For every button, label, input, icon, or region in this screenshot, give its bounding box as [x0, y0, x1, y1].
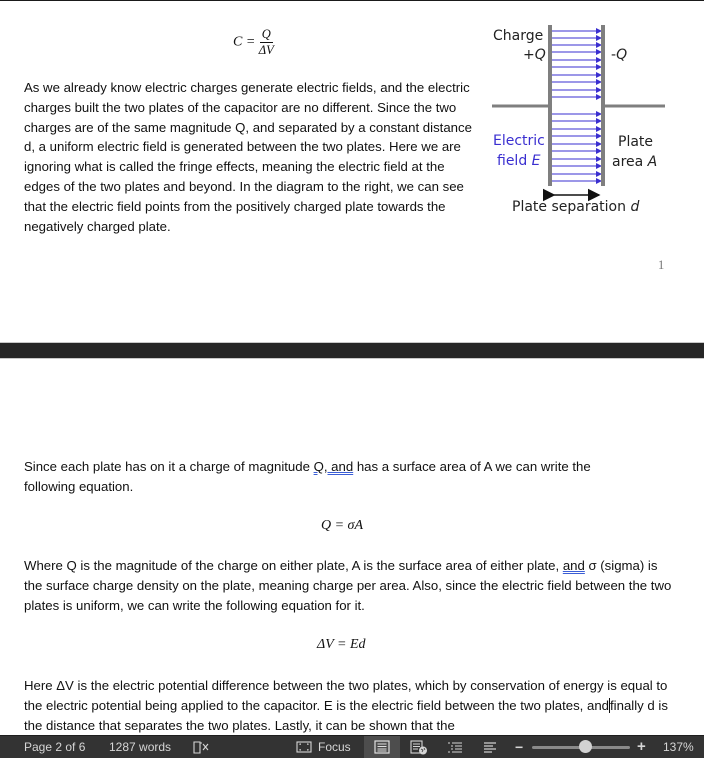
zoom-slider-thumb[interactable] [579, 740, 592, 753]
sigma-paragraph[interactable]: Where Q is the magnitude of the charge on either plate, A is the surface area of either plate, and σ (sigma) is the surface charge density on the plate, meaning charge per area. Also, since the electric field between the two plates is uniform, we can write the following equation for it. [24, 558, 672, 613]
surface-charge-paragraph[interactable]: Since each plate has on it a charge of magnitude Q, and has a surface area of A we can write the following equation. [24, 459, 591, 494]
page-break-gap [0, 342, 704, 359]
draft-icon [483, 741, 497, 753]
focus-button[interactable] [296, 736, 358, 758]
potential-paragraph[interactable]: Here ΔV is the electric potential difference between the two plates, which by conservation of energy is equal to the electric potential being applied to the capacitor. E is the electric field between the two plates, andfinally d is the distance that separates the two plates. Lastly, it can be shown that the [24, 678, 668, 733]
document-page-1[interactable] [0, 1, 704, 342]
electric-field-label-line1: Electric [493, 133, 545, 149]
capacitance-equation [233, 28, 274, 57]
page-indicator[interactable]: Page 2 of 6 [24, 740, 86, 754]
status-bar [0, 735, 704, 758]
focus-label: Focus [318, 740, 351, 754]
proofing-button[interactable] [190, 736, 212, 758]
outline-icon [447, 741, 463, 753]
capacitor-diagram [488, 23, 668, 223]
grammar-flag[interactable]: and [562, 558, 585, 573]
web-layout-view-button[interactable] [402, 736, 436, 758]
zoom-out-button[interactable]: − [515, 739, 524, 755]
charge-label: Charge [493, 28, 544, 44]
capacitor-diagram-graphic [488, 23, 668, 223]
zoom-level[interactable]: 137% [663, 740, 694, 754]
outline-view-button[interactable] [442, 736, 468, 758]
potential-equation: ΔV = Ed [317, 637, 366, 652]
plate-separation-label: Plate separation d [512, 199, 640, 215]
positive-charge-label: +Q [523, 47, 546, 63]
equation-lhs: C = [233, 34, 256, 50]
grammar-flag[interactable]: Q, and [313, 459, 354, 474]
electric-field-label-line2: field E [497, 153, 541, 169]
word-count[interactable]: 1287 words [109, 740, 172, 754]
plate-area-label: area A [612, 154, 658, 170]
print-layout-view-button[interactable] [364, 736, 400, 758]
fraction-numerator: Q [261, 27, 271, 41]
draft-view-button[interactable] [478, 736, 502, 758]
document-page-2[interactable] [0, 359, 704, 735]
plate-label: Plate [618, 134, 654, 150]
negative-charge-label: -Q [611, 47, 628, 63]
equation-fraction [259, 28, 274, 57]
fraction-denominator: ΔV [258, 43, 274, 57]
print-layout-icon [374, 740, 390, 754]
book-proofing-icon [193, 741, 209, 754]
page-number: 1 [658, 258, 665, 272]
web-layout-icon [410, 740, 428, 755]
intro-paragraph[interactable]: As we already know electric charges generate electric fields, and the electric charges built the two plates of the capacitor are no different. Since the two charges are of the same magnitude Q, and separated by a constant distance d, a uniform electric field is generated between the two plates. Here we are ignoring what is called the fringe effects, meaning the electric field at the edges of the two plates and beyond. In the diagram to the right, we can see that the electric field points from the positively charged plate towards the negatively charged plate. [24, 80, 472, 234]
zoom-in-button[interactable]: + [637, 738, 646, 755]
focus-icon [296, 741, 312, 753]
charge-density-equation: Q = σA [321, 518, 364, 533]
